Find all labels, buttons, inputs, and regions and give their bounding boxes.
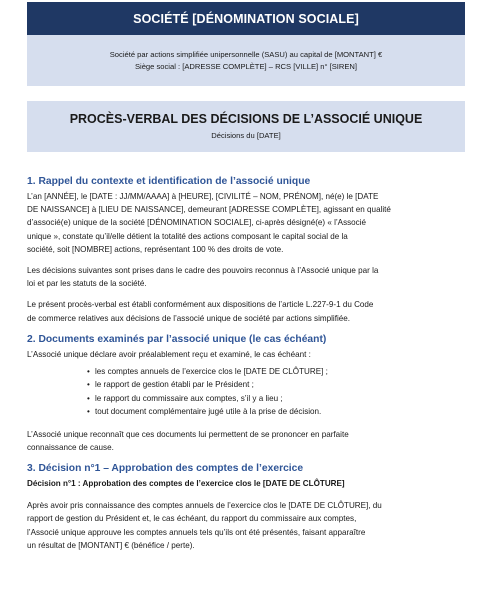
company-name: SOCIÉTÉ [DÉNOMINATION SOCIALE] [133, 11, 359, 26]
list-item: • le rapport de gestion établi par le Président ; [95, 378, 465, 391]
company-banner [27, 2, 465, 35]
text-line: unique », constate qu’il/elle détient la totalité des actions composant le capital social de la [27, 231, 348, 241]
text-line: rapport de gestion du Président et, le cas échéant, du rapport du commissaire aux comptes, [27, 514, 357, 524]
text-line: Le présent procès-verbal est établi conformément aux dispositions de l’article L.227-9-1 du Code [27, 300, 374, 310]
text-line: l’Associé unique approuve les comptes annuels tels qu’ils ont été présentés, faisant apparaître [27, 527, 366, 537]
text-line: société, soit [NOMBRE] actions, représentant 100 % des droits de vote. [27, 244, 284, 254]
decision-1-title: Décision n°1 : Approbation des comptes de l’exercice clos le [DATE DE CLÔTURE] [27, 479, 345, 489]
text-line: loi et par les statuts de la société. [27, 279, 147, 289]
documents-list [27, 365, 465, 419]
text-line: Après avoir pris connaissance des comptes annuels de l’exercice clos le [DATE DE CLÔTURE], du [27, 501, 382, 511]
document-title: PROCÈS-VERBAL DES DÉCISIONS DE L’ASSOCIÉ UNIQUE [69, 111, 423, 126]
decision-1-paragraph [27, 499, 465, 552]
text-line: L’Associé unique reconnaît que ces documents lui permettent de se prononcer en parfaite [27, 429, 349, 439]
section-1-paragraph-3 [27, 298, 465, 324]
company-info-banner [27, 35, 465, 86]
section-2-heading: 2. Documents examinés par l’associé unique (le cas échéant) [27, 333, 327, 345]
text-line: L’an [ANNÉE], le [DATE : JJ/MM/AAAA] à [HEURE], [CIVILITÉ – NOM, PRÉNOM], né(e) le [DATE [27, 192, 379, 201]
list-item: • les comptes annuels de l’exercice clos le [DATE DE CLÔTURE] ; [95, 365, 465, 378]
section-2-intro: L’Associé unique déclare avoir préalablement reçu et examiné, le cas échéant : [27, 349, 311, 359]
document-body [27, 175, 465, 560]
list-item: • tout document complémentaire jugé utile à la prise de décision. [95, 405, 465, 418]
decision-date: Décisions du [DATE] [211, 130, 281, 140]
section-1-paragraph-1 [27, 190, 465, 256]
text-line: connaissance de cause. [27, 442, 114, 452]
text-line: un résultat de [MONTANT] € (bénéfice / perte). [27, 540, 195, 550]
text-line: DE NAISSANCE] à [LIEU DE NAISSANCE], demeurant [ADRESSE COMPLÈTE], agissant en qualité [27, 205, 391, 215]
seat-line: Siège social : [ADRESSE COMPLÈTE] – RCS [VILLE] n° [SIREN] [134, 61, 358, 71]
text-line: d’associé(e) unique de la société [DÉNOMINATION SOCIALE], ci-après désigné(e) « l’Associé [27, 218, 367, 228]
section-3-heading: 3. Décision n°1 – Approbation des comptes de l’exercice [27, 463, 304, 475]
section-2-outro [27, 428, 465, 454]
document-title-box [27, 101, 465, 152]
section-1-heading: 1. Rappel du contexte et identification de l’associé unique [27, 176, 311, 187]
text-line: Les décisions suivantes sont prises dans le cadre des pouvoirs reconnus à l’Associé unique par la [27, 266, 379, 276]
capital-line: Société par actions simplifiée unipersonnelle (SASU) au capital de [MONTANT] € [109, 49, 383, 59]
text-line: de commerce relatives aux décisions de l’associé unique de société par actions simplifiée. [27, 313, 351, 323]
section-1-paragraph-2 [27, 264, 465, 290]
list-item: • le rapport du commissaire aux comptes, s’il y a lieu ; [95, 392, 465, 405]
